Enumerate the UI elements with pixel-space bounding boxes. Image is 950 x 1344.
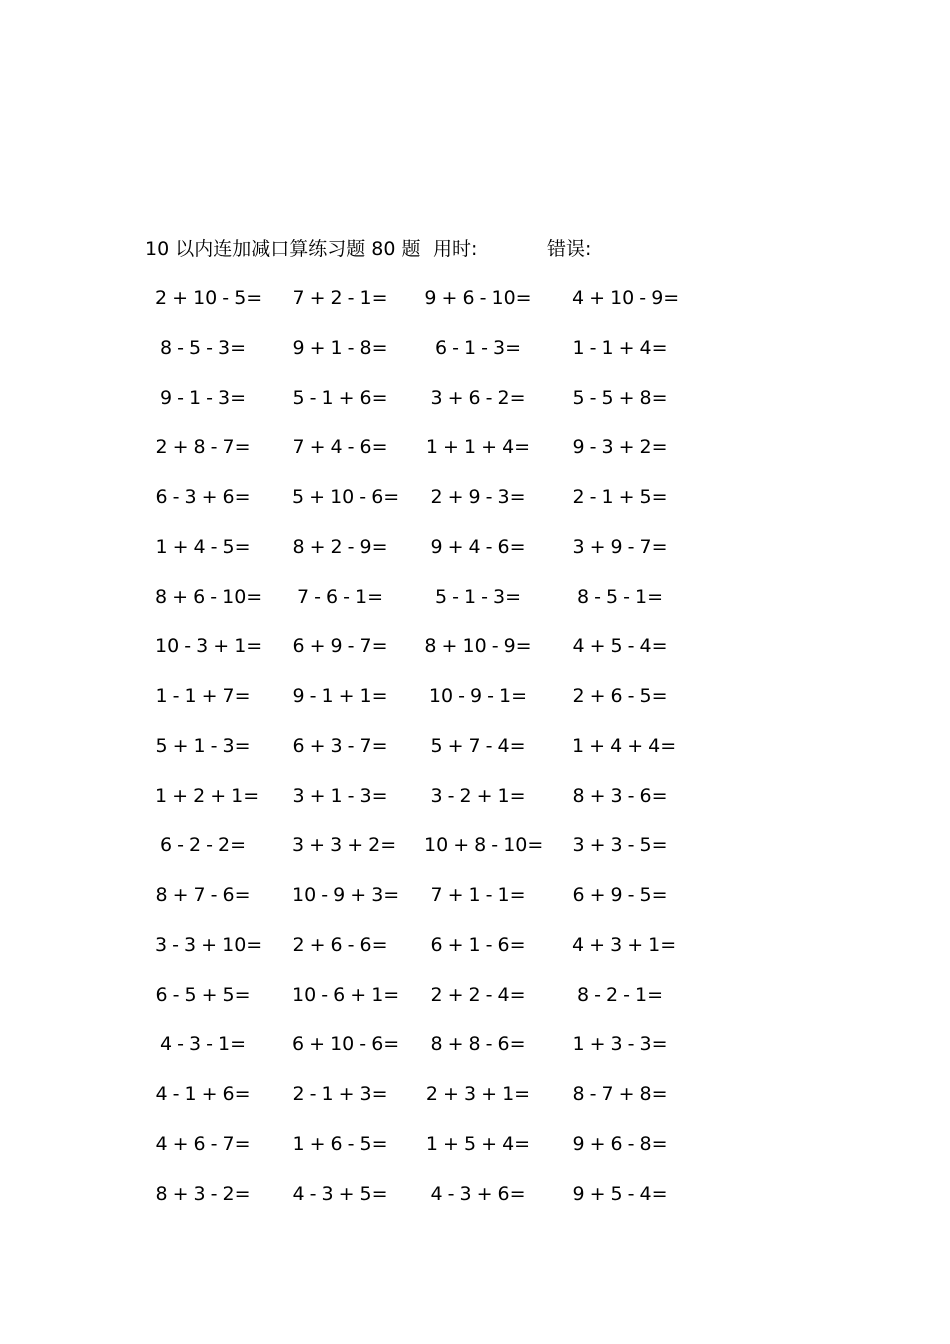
problem-equation: 3 + 6 - 2= (430, 386, 526, 409)
error-label: 错误: (547, 238, 592, 260)
problem-equation: 6 - 5 + 5= (155, 983, 251, 1006)
problem-equation: 3 + 9 - 7= (572, 535, 668, 558)
problem-equation: 9 - 1 - 3= (159, 386, 247, 409)
problem-equation: 2 + 3 + 1= (425, 1083, 531, 1105)
problem-equation: 5 + 1 - 3= (155, 734, 251, 757)
problem-equation: 3 + 3 - 5= (572, 834, 668, 857)
problem-equation: 6 + 9 - 5= (572, 884, 668, 906)
problem-equation: 9 + 6 - 10= (424, 287, 532, 309)
problem-equation: 4 - 3 + 5= (292, 1182, 388, 1205)
time-label: 用时: (433, 238, 478, 260)
problem-row (0, 433, 950, 483)
problem-equation: 8 + 2 - 9= (292, 535, 388, 558)
problem-equation: 9 + 1 - 8= (292, 336, 388, 359)
problem-equation: 2 - 1 + 5= (572, 486, 668, 508)
problem-equation: 7 - 6 - 1= (296, 585, 384, 608)
problem-row (0, 284, 950, 334)
problem-row (0, 732, 950, 782)
problem-equation: 5 - 1 + 6= (292, 386, 388, 409)
problem-equation: 8 + 10 - 9= (424, 635, 532, 658)
problem-row (0, 1080, 950, 1130)
problem-equation: 1 - 1 + 7= (155, 685, 251, 707)
problem-equation: 7 + 2 - 1= (292, 287, 388, 309)
problem-equation: 2 + 8 - 7= (155, 436, 251, 459)
problem-row (0, 931, 950, 981)
problem-equation: 5 + 7 - 4= (430, 734, 526, 757)
problem-row (0, 981, 950, 1031)
problem-equation: 9 + 4 - 6= (430, 535, 526, 558)
problem-equation: 1 + 2 + 1= (155, 784, 260, 807)
problem-equation: 3 + 3 + 2= (292, 834, 397, 857)
problem-row (0, 1130, 950, 1180)
problem-equation: 1 + 4 - 5= (155, 535, 251, 558)
problem-equation: 10 - 9 + 3= (292, 884, 400, 906)
problem-row (0, 1030, 950, 1080)
problem-row (0, 881, 950, 931)
problem-row (0, 682, 950, 732)
problem-equation: 7 + 1 - 1= (430, 884, 526, 906)
problem-equation: 5 + 10 - 6= (292, 486, 400, 508)
problem-row (0, 1180, 950, 1230)
problem-equation: 6 + 9 - 7= (292, 635, 388, 658)
problem-equation: 8 + 3 - 2= (155, 1182, 251, 1205)
problem-equation: 9 + 6 - 8= (572, 1132, 668, 1155)
problem-equation: 4 - 3 - 1= (159, 1033, 247, 1056)
problem-equation: 8 - 5 - 1= (576, 585, 664, 608)
problem-row (0, 483, 950, 533)
problem-equation: 8 - 2 - 1= (576, 983, 664, 1006)
problem-equation: 4 + 6 - 7= (155, 1132, 251, 1155)
problem-equation: 2 - 1 + 3= (292, 1083, 388, 1105)
problem-equation: 1 + 6 - 5= (292, 1132, 388, 1155)
problem-equation: 6 + 10 - 6= (292, 1033, 400, 1056)
problem-equation: 10 - 6 + 1= (292, 983, 400, 1006)
problem-equation: 2 + 6 - 6= (292, 933, 388, 956)
problem-equation: 1 + 5 + 4= (425, 1132, 531, 1155)
problem-equation: 8 + 3 - 6= (572, 784, 668, 807)
problem-row (0, 831, 950, 881)
problem-equation: 6 - 1 - 3= (434, 336, 522, 359)
problem-equation: 4 - 1 + 6= (155, 1083, 251, 1105)
problem-equation: 10 + 8 - 10= (424, 834, 544, 857)
problem-row (0, 334, 950, 384)
problem-equation: 2 + 10 - 5= (155, 287, 263, 309)
problem-equation: 9 + 5 - 4= (572, 1182, 668, 1205)
problem-equation: 8 - 7 + 8= (572, 1083, 668, 1105)
problem-equation: 8 + 6 - 10= (155, 585, 263, 608)
problem-row (0, 782, 950, 832)
problem-equation: 6 + 1 - 6= (430, 933, 526, 956)
problem-row (0, 533, 950, 583)
problem-equation: 4 + 3 + 1= (572, 933, 677, 956)
problem-equation: 6 - 2 - 2= (159, 834, 247, 857)
problem-row (0, 632, 950, 682)
problem-equation: 7 + 4 - 6= (292, 436, 388, 459)
problem-equation: 2 + 6 - 5= (572, 685, 668, 707)
problem-equation: 2 + 9 - 3= (430, 486, 526, 508)
problem-equation: 1 - 1 + 4= (572, 336, 668, 359)
problem-equation: 4 - 3 + 6= (430, 1182, 526, 1205)
worksheet-title: 10 以内连加减口算练习题 80 题 (145, 238, 421, 260)
problem-equation: 8 + 8 - 6= (430, 1033, 526, 1056)
problem-equation: 3 - 2 + 1= (430, 784, 526, 807)
problem-equation: 8 - 5 - 3= (159, 336, 247, 359)
problem-equation: 1 + 3 - 3= (572, 1033, 668, 1056)
problem-equation: 3 - 3 + 10= (155, 933, 263, 956)
problem-equation: 10 - 3 + 1= (155, 635, 263, 658)
problem-equation: 6 + 3 - 7= (292, 734, 388, 757)
problem-equation: 9 - 1 + 1= (292, 685, 388, 707)
problem-grid (0, 284, 950, 1229)
problem-row (0, 384, 950, 434)
problem-equation: 5 - 1 - 3= (434, 585, 522, 608)
problem-equation: 3 + 1 - 3= (292, 784, 388, 807)
problem-equation: 1 + 4 + 4= (572, 734, 677, 757)
problem-equation: 6 - 3 + 6= (155, 486, 251, 508)
problem-equation: 10 - 9 - 1= (428, 685, 528, 707)
problem-equation: 9 - 3 + 2= (572, 436, 668, 459)
problem-equation: 2 + 2 - 4= (430, 983, 526, 1006)
problem-equation: 1 + 1 + 4= (425, 436, 531, 459)
problem-equation: 8 + 7 - 6= (155, 884, 251, 906)
problem-row (0, 583, 950, 633)
problem-equation: 4 + 5 - 4= (572, 635, 668, 658)
problem-equation: 4 + 10 - 9= (572, 287, 680, 309)
problem-equation: 5 - 5 + 8= (572, 386, 668, 409)
